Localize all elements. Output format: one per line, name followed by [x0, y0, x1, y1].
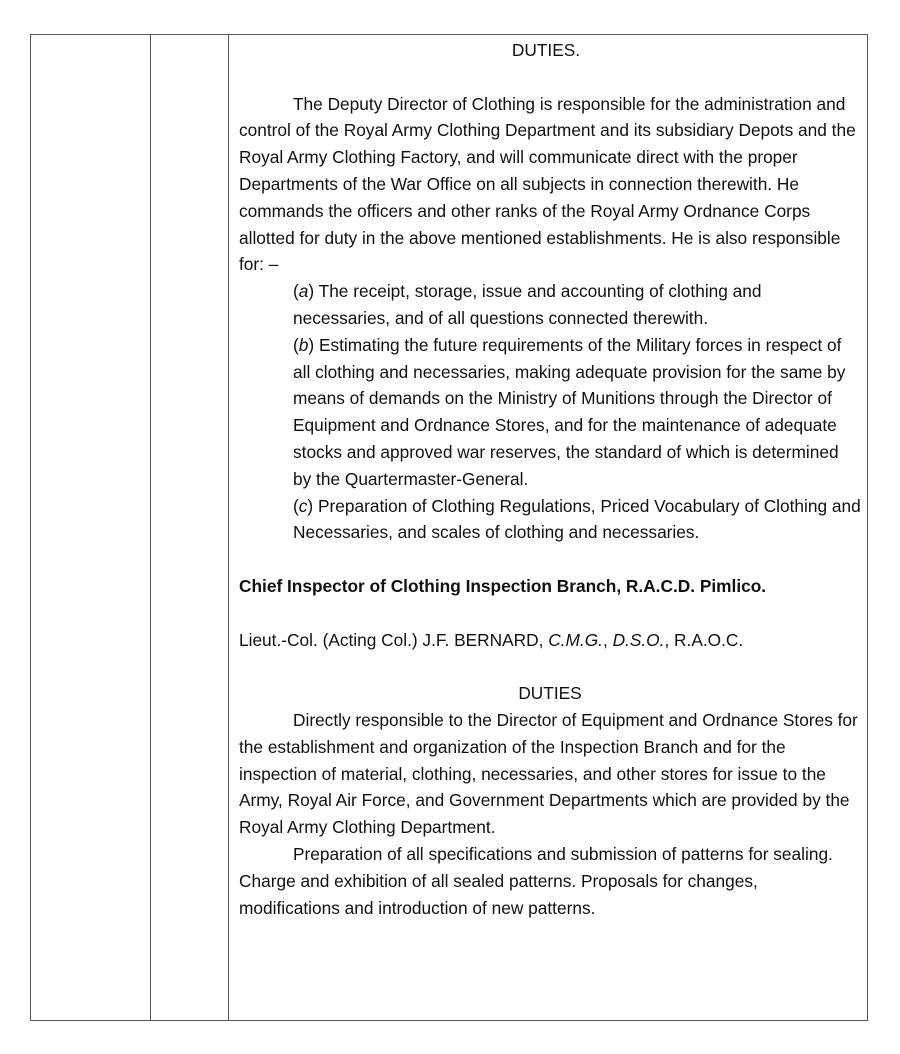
- duties-paragraph-2: Preparation of all specifications and submission of patterns for sealing. Charge and exhibition of all sealed patterns. Proposals for changes, modifications and introduction of new patterns.: [239, 843, 833, 918]
- intro-paragraph: The Deputy Director of Clothing is responsible for the administration and control of the Royal Army Clothing Department and its subsidiary Depots and the Royal Army Clothing Factory, and will communicate direct with the proper Departments of the War Office on all subjects in connection therewith. He commands the officers and other ranks of the Royal Army Ordnance Corps allotted for duty in the above mentioned establishments. He is also responsible for: –: [239, 93, 856, 275]
- honour-dso: D.S.O.: [612, 629, 665, 650]
- section-title: Chief Inspector of Clothing Inspection Branch, R.A.C.D. Pimlico.: [239, 575, 767, 596]
- item-text: Estimating the future requirements of the Military forces in respect of all clothing and necessaries, making adequate provision for the same by means of demands on the Ministry of Munitions through the Director of Equipment and Ordnance Stores, and for the maintenance of adequate stocks and approved war reserves, the standard of which is determined by the Quartermaster-General.: [293, 334, 846, 489]
- officer-line: Lieut.-Col. (Acting Col.) J.F. BERNARD, C.M.G., D.S.O., R.A.O.C.: [239, 629, 744, 650]
- duties-heading-2: DUTIES: [518, 683, 582, 704]
- spacer: [239, 546, 861, 573]
- spacer: [239, 64, 861, 91]
- spacer: [239, 600, 861, 627]
- duties-paragraph-1: Directly responsible to the Director of Equipment and Ordnance Stores for the establishment and organization of the Inspection Branch and for the inspection of material, clothing, necessaries, and other stores for issue to the Army, Royal Air Force, and Government Departments which are provided by the Royal Army Clothing Department.: [239, 709, 858, 838]
- responsibility-list: [293, 278, 861, 546]
- list-item: (c) Preparation of Clothing Regulations, Priced Vocabulary of Clothing and Necessaries, and scales of clothing and necessaries.: [293, 495, 861, 543]
- item-marker: b: [298, 334, 309, 355]
- officer-name: Lieut.-Col. (Acting Col.) J.F. BERNARD,: [239, 629, 544, 650]
- spacer: [239, 653, 861, 680]
- item-text: Preparation of Clothing Regulations, Priced Vocabulary of Clothing and Necessaries, and scales of clothing and necessaries.: [293, 495, 861, 543]
- column-divider: [150, 35, 151, 1020]
- item-text: The receipt, storage, issue and accounting of clothing and necessaries, and of all questions connected therewith.: [293, 281, 762, 328]
- list-item: (a) The receipt, storage, issue and accounting of clothing and necessaries, and of all questions connected therewith.: [293, 281, 762, 328]
- honour-cmg: C.M.G.: [548, 629, 603, 650]
- item-marker: c: [298, 495, 308, 516]
- item-marker: a: [298, 281, 309, 302]
- list-item: (b) Estimating the future requirements of the Military forces in respect of all clothing and necessaries, making adequate provision for the same by means of demands on the Ministry of Munitions through the Director of Equipment and Ordnance Stores, and for the maintenance of adequate stocks and approved war reserves, the standard of which is determined by the Quartermaster-General.: [293, 334, 846, 489]
- document-table: [30, 34, 868, 1021]
- officer-unit: R.A.O.C.: [674, 629, 744, 650]
- duties-heading: DUTIES.: [511, 40, 581, 60]
- column-divider: [228, 35, 229, 1020]
- text-column: [239, 37, 861, 921]
